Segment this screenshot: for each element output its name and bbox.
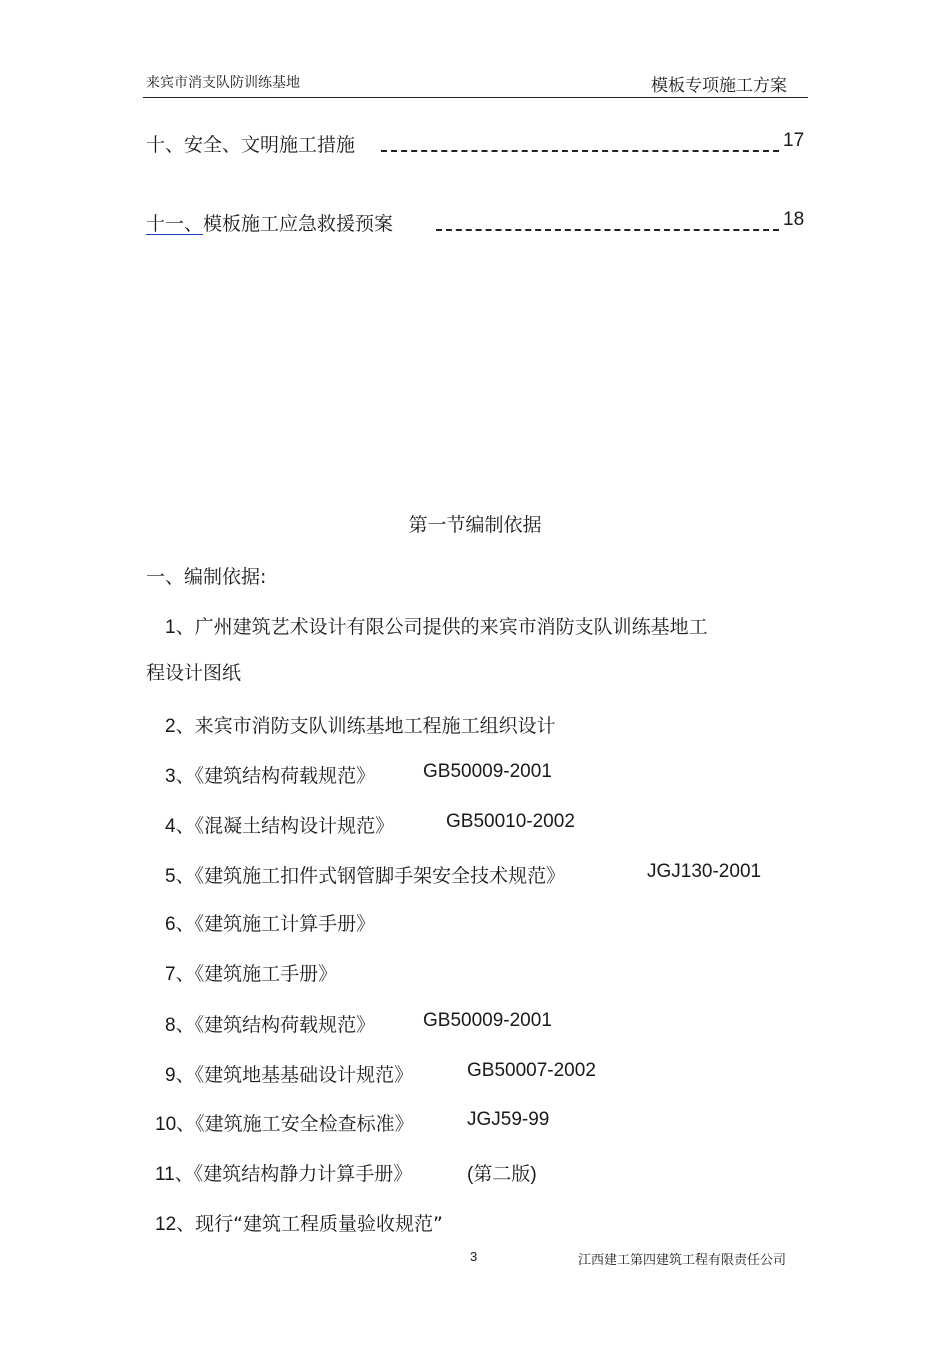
list-item-text: 《建筑结构静力计算手册》 xyxy=(193,1163,413,1185)
list-item-text: 广州建筑艺术设计有限公司提供的来宾市消防支队训练基地工 xyxy=(194,616,708,638)
list-item xyxy=(155,1159,715,1186)
list-item xyxy=(165,811,725,838)
edition-note: (第二版) xyxy=(467,1164,537,1185)
toc-entry-label: 模板施工应急救援预案 xyxy=(203,213,394,235)
list-item xyxy=(165,612,708,639)
toc-entry[interactable] xyxy=(146,209,806,239)
toc-page-number: 17 xyxy=(783,130,805,151)
standard-code: GB50009-2001 xyxy=(423,1010,552,1031)
list-item-number: 11、 xyxy=(155,1164,194,1185)
footer-company-name: 江西建工第四建筑工程有限责任公司 xyxy=(578,1253,787,1268)
list-item-number: 2、 xyxy=(165,716,195,737)
list-item-continuation: 程设计图纸 xyxy=(146,662,242,684)
list-item-text: 《建筑结构荷载规范》 xyxy=(194,1014,376,1036)
section-title: 第一节编制依据 xyxy=(408,514,542,536)
toc-entry-number-link[interactable]: 十一、 xyxy=(146,213,204,235)
list-item-text: 《混凝土结构设计规范》 xyxy=(194,815,395,837)
header-project-name: 来宾市消支队防训练基地 xyxy=(146,75,300,91)
toc-entry-title xyxy=(146,209,393,236)
list-item-text: 《建筑施工手册》 xyxy=(194,963,338,985)
list-item-number: 9、 xyxy=(165,1065,195,1086)
list-item-number: 10、 xyxy=(155,1114,196,1135)
list-item-text: 《建筑结构荷载规范》 xyxy=(194,765,376,787)
list-item xyxy=(165,1010,725,1037)
list-item-number: 1、 xyxy=(165,617,195,638)
standard-code: GB50009-2001 xyxy=(423,761,552,782)
list-item-text: 《建筑施工安全检查标准》 xyxy=(195,1113,414,1135)
list-item xyxy=(155,1109,715,1136)
list-item xyxy=(165,909,375,936)
toc-entry-title xyxy=(146,130,355,157)
list-item xyxy=(165,711,556,738)
standard-code: JGJ59-99 xyxy=(467,1109,550,1130)
header-divider xyxy=(143,97,808,98)
toc-leader xyxy=(381,150,779,152)
list-item xyxy=(165,1060,725,1087)
section-subheading: 一、编制依据: xyxy=(146,566,267,588)
list-item-number: 4、 xyxy=(165,816,195,837)
toc-page-number: 18 xyxy=(783,209,805,230)
list-item-number: 6、 xyxy=(165,914,195,935)
toc-entry-label: 安全、文明施工措施 xyxy=(184,134,356,156)
list-item-text: 《建筑施工计算手册》 xyxy=(194,913,376,935)
list-item-number: 8、 xyxy=(165,1015,195,1036)
header-document-title: 模板专项施工方案 xyxy=(651,76,787,96)
list-item-text: 来宾市消防支队训练基地工程施工组织设计 xyxy=(194,715,556,737)
toc-leader xyxy=(436,229,779,231)
standard-code: JGJ130-2001 xyxy=(647,861,762,882)
list-item-number: 3、 xyxy=(165,766,195,787)
list-item-text: 《建筑地基基础设计规范》 xyxy=(194,1064,414,1086)
standard-code: GB50007-2002 xyxy=(467,1060,596,1081)
list-item xyxy=(165,959,337,986)
list-item-number: 12、 xyxy=(155,1214,196,1235)
list-item-number: 7、 xyxy=(165,964,195,985)
list-item xyxy=(165,861,785,888)
list-item xyxy=(165,761,725,788)
footer-page-number: 3 xyxy=(470,1249,478,1264)
toc-entry-number: 十、 xyxy=(146,134,185,156)
standard-code: GB50010-2002 xyxy=(446,811,575,832)
list-item-text: 《建筑施工扣件式钢管脚手架安全技术规范》 xyxy=(194,865,566,887)
list-item-text: 现行“建筑工程质量验收规范” xyxy=(195,1213,443,1235)
list-item xyxy=(155,1209,443,1236)
list-item-number: 5、 xyxy=(165,866,195,887)
toc-entry[interactable] xyxy=(146,130,806,160)
